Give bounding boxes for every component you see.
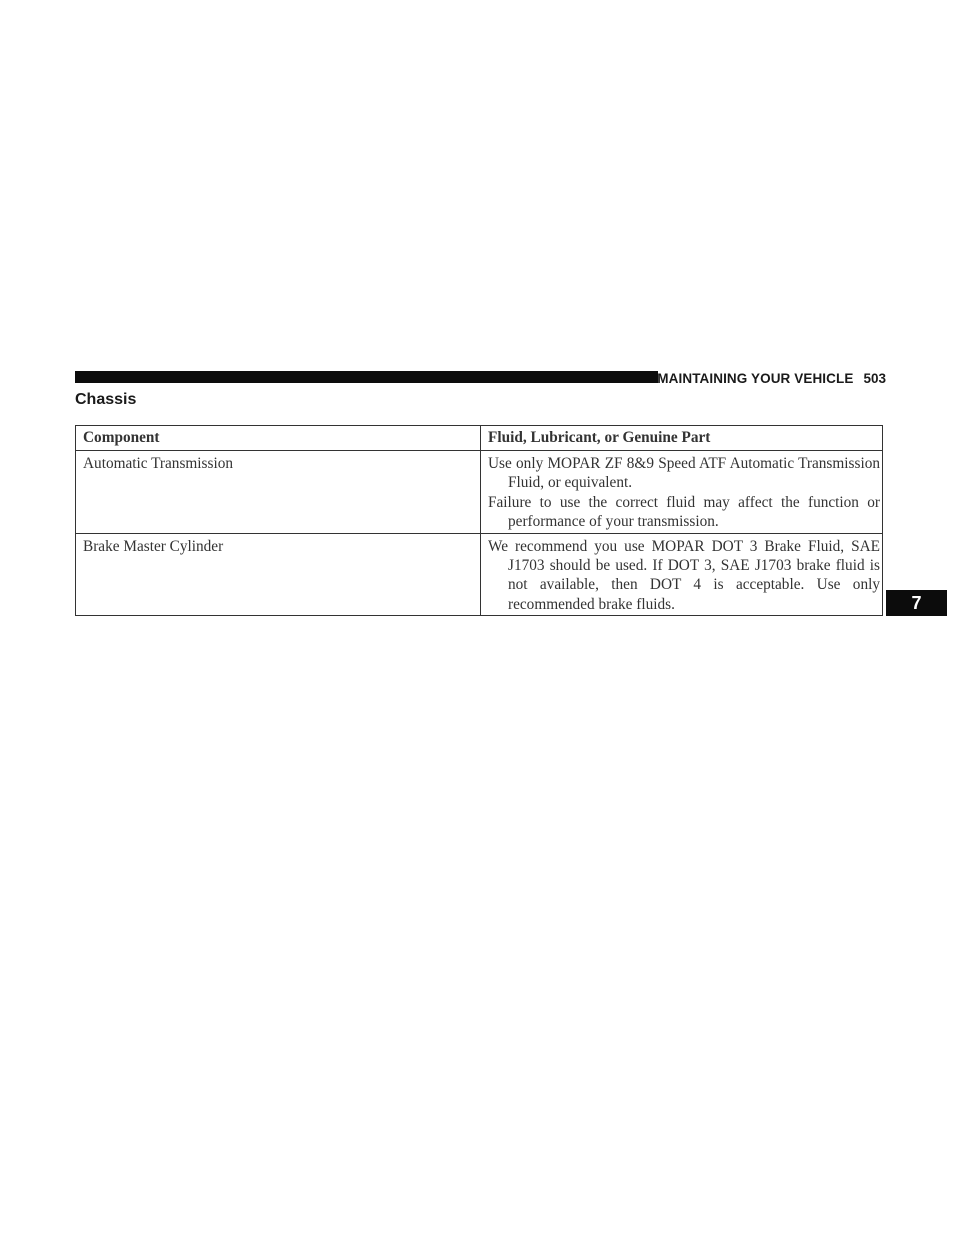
table-header-row xyxy=(76,426,883,451)
fluid-paragraph: Use only MOPAR ZF 8&9 Speed ATF Automatic Transmission Fluid, or equivalent. xyxy=(488,455,880,492)
page-number: 503 xyxy=(863,370,886,386)
table-row xyxy=(76,533,883,616)
header-rule xyxy=(75,371,658,383)
fluids-table xyxy=(75,425,883,616)
fluid-cell xyxy=(481,533,883,616)
component-cell: Brake Master Cylinder xyxy=(76,533,481,616)
table-row xyxy=(76,451,883,534)
fluid-paragraph: Failure to use the correct fluid may affect the function or performance of your transmission. xyxy=(488,493,880,531)
component-cell: Automatic Transmission xyxy=(76,451,481,534)
section-title: MAINTAINING YOUR VEHICLE xyxy=(657,370,854,386)
section-heading: Chassis xyxy=(75,391,137,408)
fluid-cell xyxy=(481,451,883,534)
chapter-thumb-tab: 7 xyxy=(886,590,947,616)
fluid-paragraph: We recommend you use MOPAR DOT 3 Brake Fluid, SAE J1703 should be used. If DOT 3, SAE J1703 brake fluid is not available, then DOT 4 is acceptable. Use only recommended brake fluids. xyxy=(488,537,880,613)
column-header-component: Component xyxy=(76,426,481,451)
column-header-fluid: Fluid, Lubricant, or Genuine Part xyxy=(481,426,883,451)
running-header xyxy=(657,368,886,388)
